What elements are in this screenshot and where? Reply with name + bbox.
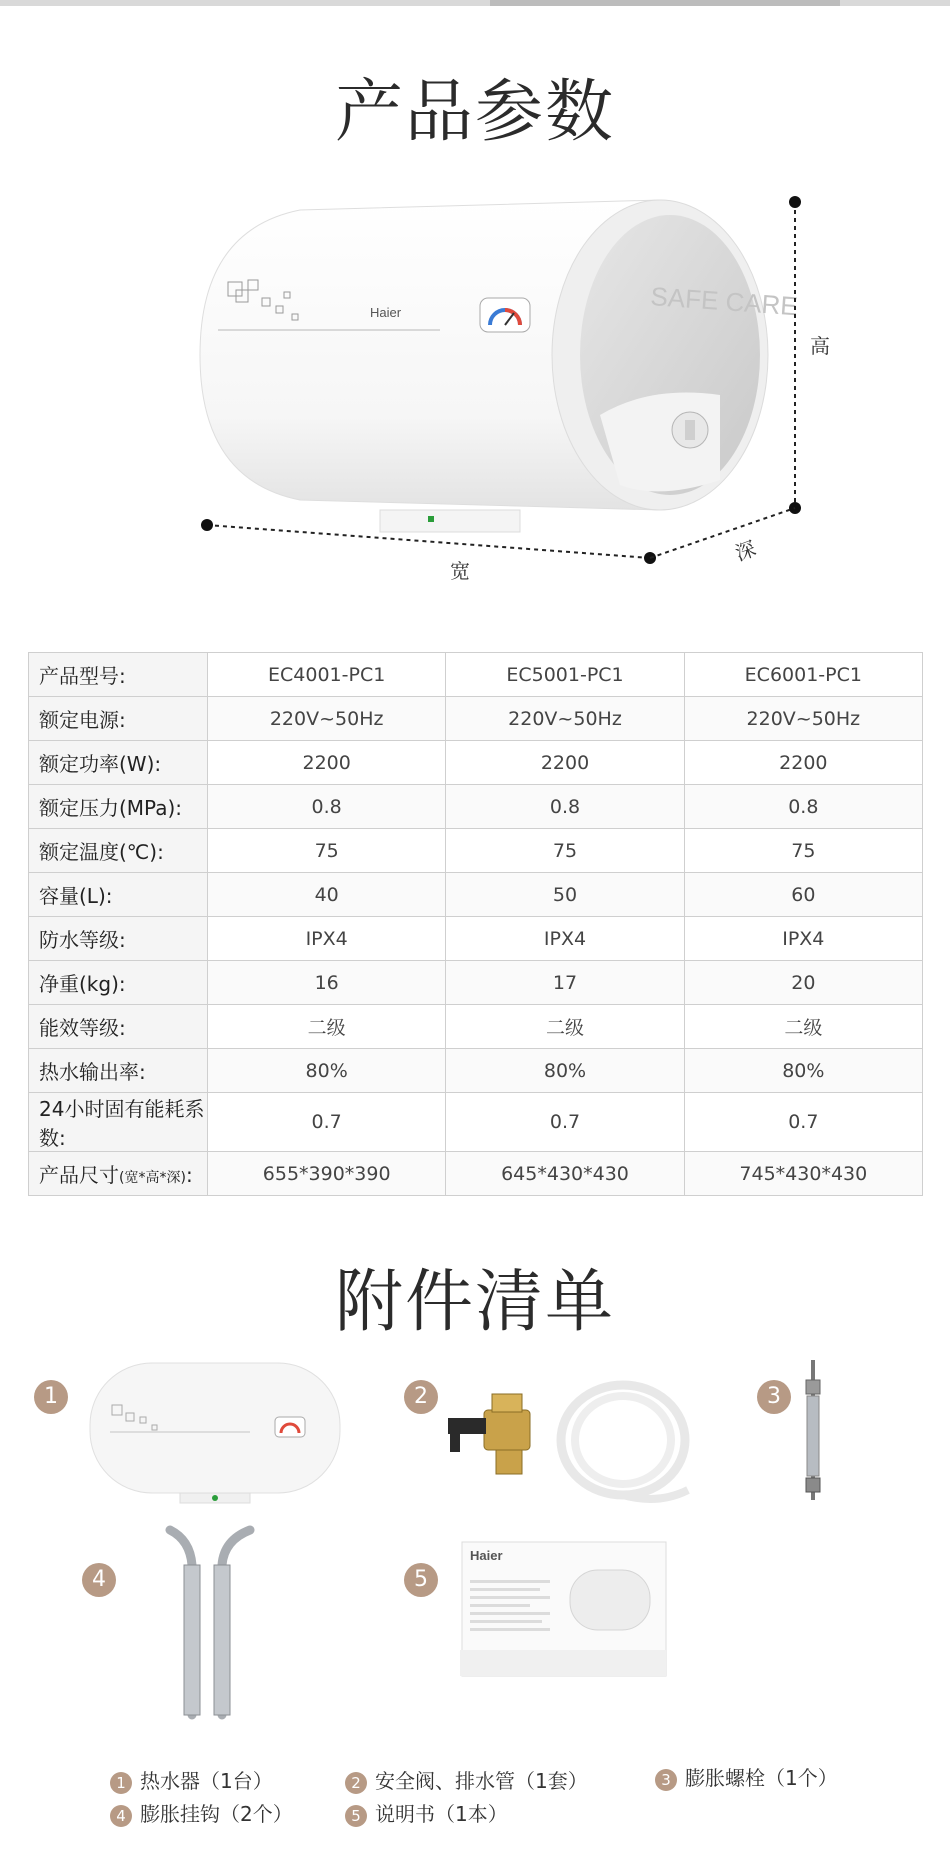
specs-section-title: 产品参数 xyxy=(334,73,615,152)
accessory-legend-item: 1 热水器（1台） xyxy=(110,1765,273,1794)
spec-value-cell: EC4001-PC1 xyxy=(208,653,446,697)
accessory-legend-item: 4 膨胀挂钩（2个） xyxy=(110,1798,293,1827)
spec-value-cell: IPX4 xyxy=(208,917,446,961)
spec-value-cell: 220V~50Hz xyxy=(446,697,684,741)
safety-valve-and-hose-image xyxy=(448,1370,698,1510)
spec-row xyxy=(29,741,923,785)
spec-label: 容量(L): xyxy=(29,873,208,917)
spec-row xyxy=(29,1093,923,1152)
spec-label: 产品型号: xyxy=(29,653,208,697)
width-label: 宽 xyxy=(450,559,470,583)
accessory-legend-item: 3 膨胀螺栓（1个） xyxy=(655,1762,838,1791)
spec-value-cell: 0.7 xyxy=(684,1093,922,1152)
spec-row xyxy=(29,653,923,697)
spec-label: 热水输出率: xyxy=(29,1049,208,1093)
spec-label: 24小时固有能耗系数: xyxy=(29,1093,208,1152)
spec-value-cell: 220V~50Hz xyxy=(684,697,922,741)
spec-row xyxy=(29,1152,923,1196)
spec-value-cell: 2200 xyxy=(684,741,922,785)
spec-value-cell: 75 xyxy=(208,829,446,873)
height-label: 高 xyxy=(810,334,830,358)
spec-value-cell: 0.7 xyxy=(208,1093,446,1152)
spec-value-cell: 16 xyxy=(208,961,446,1005)
expansion-hooks-image xyxy=(160,1525,270,1725)
spec-value-cell: 20 xyxy=(684,961,922,1005)
spec-label: 能效等级: xyxy=(29,1005,208,1049)
spec-value-cell: 655*390*390 xyxy=(208,1152,446,1196)
spec-value-cell: IPX4 xyxy=(684,917,922,961)
spec-row xyxy=(29,917,923,961)
spec-value-cell: 745*430*430 xyxy=(684,1152,922,1196)
spec-value-cell: 220V~50Hz xyxy=(208,697,446,741)
spec-label: 额定压力(MPa): xyxy=(29,785,208,829)
spec-value-cell: 2200 xyxy=(446,741,684,785)
spec-value-cell: EC5001-PC1 xyxy=(446,653,684,697)
brand-logo-text: Haier xyxy=(370,305,402,320)
accessory-legend-item: 2 安全阀、排水管（1套） xyxy=(345,1765,588,1794)
spec-row xyxy=(29,697,923,741)
depth-label: 深 xyxy=(732,536,760,566)
spec-table xyxy=(28,652,923,1196)
spec-value-cell: EC6001-PC1 xyxy=(684,653,922,697)
spec-value-cell: 二级 xyxy=(684,1005,922,1049)
spec-value-cell: 80% xyxy=(446,1049,684,1093)
spec-row xyxy=(29,1049,923,1093)
spec-value-cell: 80% xyxy=(208,1049,446,1093)
spec-row xyxy=(29,873,923,917)
spec-value-cell: 0.8 xyxy=(684,785,922,829)
spec-value-cell: 二级 xyxy=(208,1005,446,1049)
spec-label: 额定功率(W): xyxy=(29,741,208,785)
accessories-section-title: 附件清单 xyxy=(334,1263,615,1342)
panel-text: SAFE CARE xyxy=(649,281,799,322)
accessory-number-badge: 3 xyxy=(757,1380,791,1414)
spec-value-cell: 50 xyxy=(446,873,684,917)
spec-value-cell: 80% xyxy=(684,1049,922,1093)
dimension-lines xyxy=(0,0,950,600)
spec-row xyxy=(29,785,923,829)
spec-label: 防水等级: xyxy=(29,917,208,961)
accessory-number-badge: 1 xyxy=(34,1380,68,1414)
spec-value-cell: 60 xyxy=(684,873,922,917)
spec-row xyxy=(29,829,923,873)
spec-value-cell: 75 xyxy=(684,829,922,873)
spec-value-cell: 0.8 xyxy=(208,785,446,829)
spec-row xyxy=(29,961,923,1005)
spec-label: 额定电源: xyxy=(29,697,208,741)
spec-row xyxy=(29,1005,923,1049)
accessory-number-badge: 5 xyxy=(404,1563,438,1597)
accessory-legend-item: 5 说明书（1本） xyxy=(345,1798,508,1827)
spec-value-cell: 645*430*430 xyxy=(446,1152,684,1196)
spec-value-cell: 0.8 xyxy=(446,785,684,829)
spec-value-cell: 17 xyxy=(446,961,684,1005)
spec-value-cell: 二级 xyxy=(446,1005,684,1049)
svg-text:Haier: Haier xyxy=(470,1548,503,1563)
accessory-number-badge: 4 xyxy=(82,1563,116,1597)
spec-value-cell: 40 xyxy=(208,873,446,917)
spec-label: 产品尺寸(宽*高*深): xyxy=(29,1152,208,1196)
spec-value-cell: 0.7 xyxy=(446,1093,684,1152)
spec-value-cell: 2200 xyxy=(208,741,446,785)
spec-value-cell: 75 xyxy=(446,829,684,873)
expansion-bolt-image xyxy=(798,1360,828,1500)
accessory-number-badge: 2 xyxy=(404,1380,438,1414)
heater-accessory-image xyxy=(80,1355,350,1505)
spec-label: 额定温度(℃): xyxy=(29,829,208,873)
spec-value-cell: IPX4 xyxy=(446,917,684,961)
manual-booklet-image xyxy=(460,1540,670,1680)
spec-label: 净重(kg): xyxy=(29,961,208,1005)
